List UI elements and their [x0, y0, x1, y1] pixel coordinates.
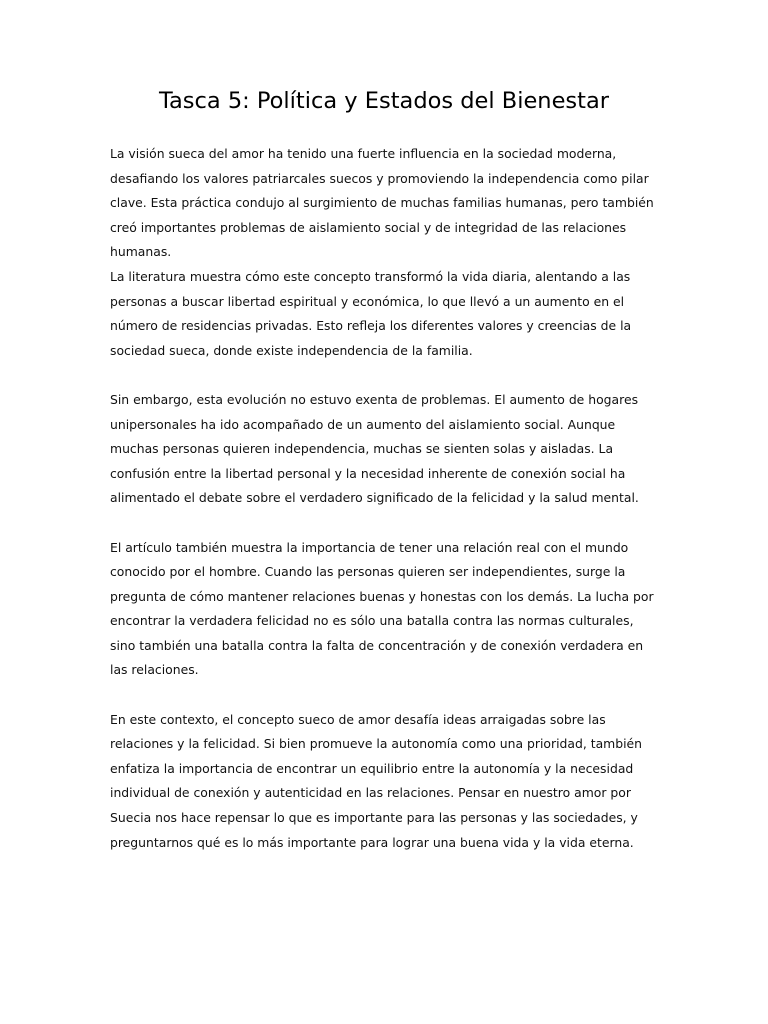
paragraph-4: El artículo también muestra la importancia de tener una relación real con el mundo conocido por el hombre. Cuando las personas quieren ser independientes, surge la pregunta de cómo mantener relaciones buenas y honestas con los demás. La lucha por encontrar la verdadera felicidad no es sólo una batalla contra las normas culturales, sino también una batalla contra la falta de concentración y de conexión verdadera en las relaciones.: [110, 539, 654, 678]
document-body: [110, 142, 662, 855]
document-title: Tasca 5: Política y Estados del Bienestar: [159, 88, 609, 114]
paragraph-3: Sin embargo, esta evolución no estuvo exenta de problemas. El aumento de hogares unipersonales ha ido acompañado de un aumento del aislamiento social. Aunque muchas personas quieren independencia, muchas se sienten solas y aisladas. La confusión entre la libertad personal y la necesidad inherente de conexión social ha alimentado el debate sobre el verdadero significado de la felicidad y la salud mental.: [110, 391, 639, 506]
paragraph-2: La literatura muestra cómo este concepto transformó la vida diaria, alentando a las personas a buscar libertad espiritual y económica, lo que llevó a un aumento en el número de residencias privadas. Esto refleja los diferentes valores y creencias de la sociedad sueca, donde existe independencia de la familia.: [110, 268, 632, 358]
paragraph-5: En este contexto, el concepto sueco de amor desafía ideas arraigadas sobre las relaciones y la felicidad. Si bien promueve la autonomía como una prioridad, también enfatiza la importancia de encontrar un equilibrio entre la autonomía y la necesidad individual de conexión y autenticidad en las relaciones. Pensar en nuestro amor por Suecia nos hace repensar lo que es importante para las personas y las sociedades, y preguntarnos qué es lo más importante para lograr una buena vida y la vida eterna.: [110, 711, 643, 850]
paragraph-1: La visión sueca del amor ha tenido una fuerte influencia en la sociedad moderna, desafiando los valores patriarcales suecos y promoviendo la independencia como pilar clave. Esta práctica condujo al surgimiento de muchas familias humanas, pero también creó importantes problemas de aislamiento social y de integridad de las relaciones humanas.: [110, 146, 654, 260]
